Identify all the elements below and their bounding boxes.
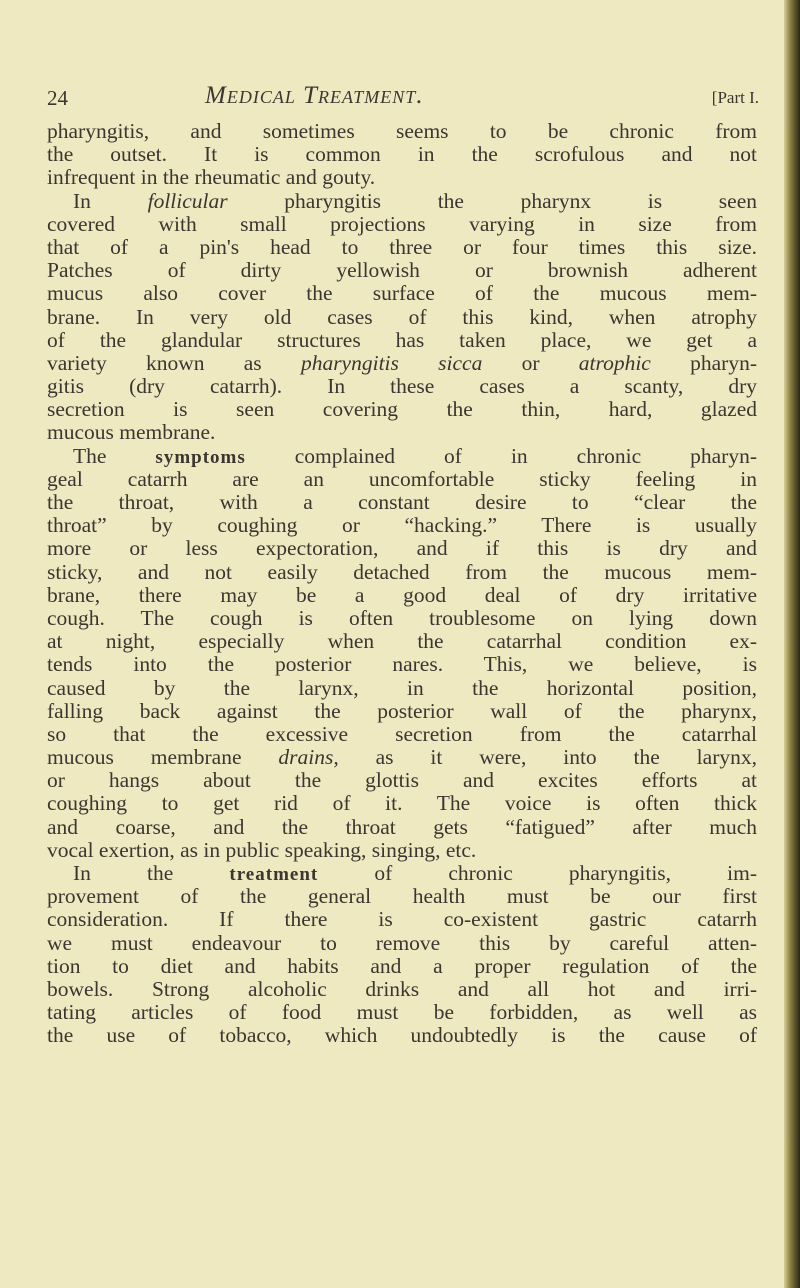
text-segment: pharyn- bbox=[650, 350, 757, 375]
text-line bbox=[47, 584, 757, 607]
text-segment: more or less expectoration, and if this is dry and bbox=[47, 536, 757, 561]
text-segment: throat” by coughing or “hacking.” There is usually bbox=[47, 513, 757, 538]
text-line bbox=[47, 839, 757, 862]
text-segment: as it were, into the larynx, bbox=[338, 745, 757, 770]
text-segment: gitis (dry catarrh). In these cases a scanty, dry bbox=[47, 374, 757, 399]
text-segment: or bbox=[482, 350, 579, 375]
text-line bbox=[47, 143, 757, 166]
text-segment: the outset. It is common in the scrofulous and not bbox=[47, 142, 757, 167]
text-line bbox=[47, 491, 757, 514]
text-line bbox=[47, 166, 757, 189]
text-segment: mucus also cover the surface of the mucous mem- bbox=[47, 281, 757, 306]
book-binding-edge bbox=[784, 0, 800, 1288]
text-line bbox=[47, 792, 757, 815]
text-line bbox=[47, 746, 757, 769]
text-line bbox=[47, 421, 757, 444]
text-segment: provement of the general health must be our first bbox=[47, 884, 757, 909]
text-segment: coughing to get rid of it. The voice is often thick bbox=[47, 791, 757, 816]
part-label: [Part I. bbox=[711, 88, 759, 107]
text-line bbox=[47, 816, 757, 839]
body-text bbox=[47, 120, 757, 1048]
text-segment: the throat, with a constant desire to “clear the bbox=[47, 490, 757, 514]
text-segment: cough. The cough is often troublesome on lying down bbox=[47, 605, 757, 630]
text-segment: Patches of dirty yellowish or brownish adherent bbox=[47, 258, 757, 283]
text-line bbox=[47, 537, 757, 560]
text-segment: The bbox=[73, 443, 156, 468]
text-segment: sticky, and not easily detached from the mucous mem- bbox=[47, 559, 757, 584]
text-segment: consideration. If there is co-existent gastric catarrh bbox=[47, 907, 757, 932]
text-segment: that of a pin's head to three or four times this size. bbox=[47, 234, 757, 259]
text-line bbox=[47, 213, 757, 236]
text-segment: we must endeavour to remove this by careful atten- bbox=[47, 930, 757, 955]
text-line bbox=[47, 352, 757, 375]
text-segment: In bbox=[73, 188, 148, 213]
text-line bbox=[47, 468, 757, 491]
text-line bbox=[47, 908, 757, 931]
text-segment: the use of tobacco, which undoubtedly is the cause of bbox=[47, 1023, 757, 1048]
text-line bbox=[47, 955, 757, 978]
text-line bbox=[47, 862, 757, 885]
text-line bbox=[47, 190, 757, 213]
text-segment: infrequent in the rheumatic and gouty. bbox=[47, 165, 376, 190]
text-line bbox=[47, 769, 757, 792]
emphasized-text: treatment bbox=[229, 864, 319, 885]
page-number: 24 bbox=[47, 86, 68, 110]
text-line bbox=[47, 978, 757, 1001]
text-line bbox=[47, 630, 757, 653]
text-segment: brane, there may be a good deal of dry irritative bbox=[47, 582, 757, 607]
text-segment: falling back against the posterior wall of the pharynx, bbox=[47, 698, 757, 723]
text-line bbox=[47, 700, 757, 723]
text-line bbox=[47, 236, 757, 259]
text-line bbox=[47, 120, 757, 143]
text-segment: In the bbox=[73, 861, 230, 885]
text-segment: or hangs about the glottis and excites efforts at bbox=[47, 768, 757, 793]
running-title: Medical Treatment. bbox=[205, 82, 424, 109]
text-line bbox=[47, 398, 757, 421]
text-segment: variety known as bbox=[47, 350, 301, 375]
text-segment: geal catarrh are an uncomfortable sticky feeling in bbox=[47, 466, 757, 491]
text-segment: mucous membrane. bbox=[47, 420, 216, 445]
text-segment: tends into the posterior nares. This, we believe, is bbox=[47, 652, 757, 677]
text-line bbox=[47, 677, 757, 700]
italic-text: pharyngitis sicca bbox=[300, 350, 483, 375]
text-segment: so that the excessive secretion from the catarrhal bbox=[47, 721, 757, 746]
italic-text: atrophic bbox=[578, 350, 651, 375]
text-segment: bowels. Strong alcoholic drinks and all hot and irri- bbox=[47, 976, 757, 1001]
text-line bbox=[47, 282, 757, 305]
text-segment: caused by the larynx, in the horizontal position, bbox=[47, 675, 757, 700]
text-segment: brane. In very old cases of this kind, when atrophy bbox=[47, 304, 757, 329]
text-line bbox=[47, 653, 757, 676]
emphasized-text: symptoms bbox=[155, 446, 246, 468]
text-line bbox=[47, 259, 757, 282]
text-segment: covered with small projections varying in size from bbox=[47, 211, 757, 236]
text-segment: tating articles of food must be forbidden, as well as bbox=[47, 1000, 757, 1025]
text-segment: at night, especially when the catarrhal condition ex- bbox=[47, 629, 757, 654]
italic-text: drains, bbox=[278, 745, 339, 770]
text-line bbox=[47, 1001, 757, 1024]
text-line bbox=[47, 1024, 757, 1047]
text-segment: vocal exertion, as in public speaking, singing, etc. bbox=[47, 837, 477, 862]
running-header bbox=[47, 82, 759, 114]
text-line bbox=[47, 561, 757, 584]
text-line bbox=[47, 514, 757, 537]
text-line bbox=[47, 607, 757, 630]
text-line bbox=[47, 723, 757, 746]
text-segment: pharyngitis, and sometimes seems to be chronic from bbox=[47, 119, 757, 143]
text-segment: and coarse, and the throat gets “fatigued” after much bbox=[47, 814, 757, 839]
italic-text: follicular bbox=[147, 188, 228, 213]
text-segment: pharyngitis the pharynx is seen bbox=[227, 188, 757, 213]
text-line bbox=[47, 375, 757, 398]
text-segment: mucous membrane bbox=[47, 745, 279, 770]
text-line bbox=[47, 885, 757, 908]
text-segment: tion to diet and habits and a proper regulation of the bbox=[47, 953, 757, 978]
text-segment: of chronic pharyngitis, im- bbox=[318, 861, 757, 885]
text-segment: complained of in chronic pharyn- bbox=[245, 443, 757, 468]
text-segment: of the glandular structures has taken place, we get a bbox=[47, 327, 757, 352]
text-line bbox=[47, 329, 757, 352]
text-line bbox=[47, 306, 757, 329]
text-segment: secretion is seen covering the thin, hard, glazed bbox=[47, 397, 757, 422]
text-line bbox=[47, 932, 757, 955]
text-line bbox=[47, 445, 757, 468]
